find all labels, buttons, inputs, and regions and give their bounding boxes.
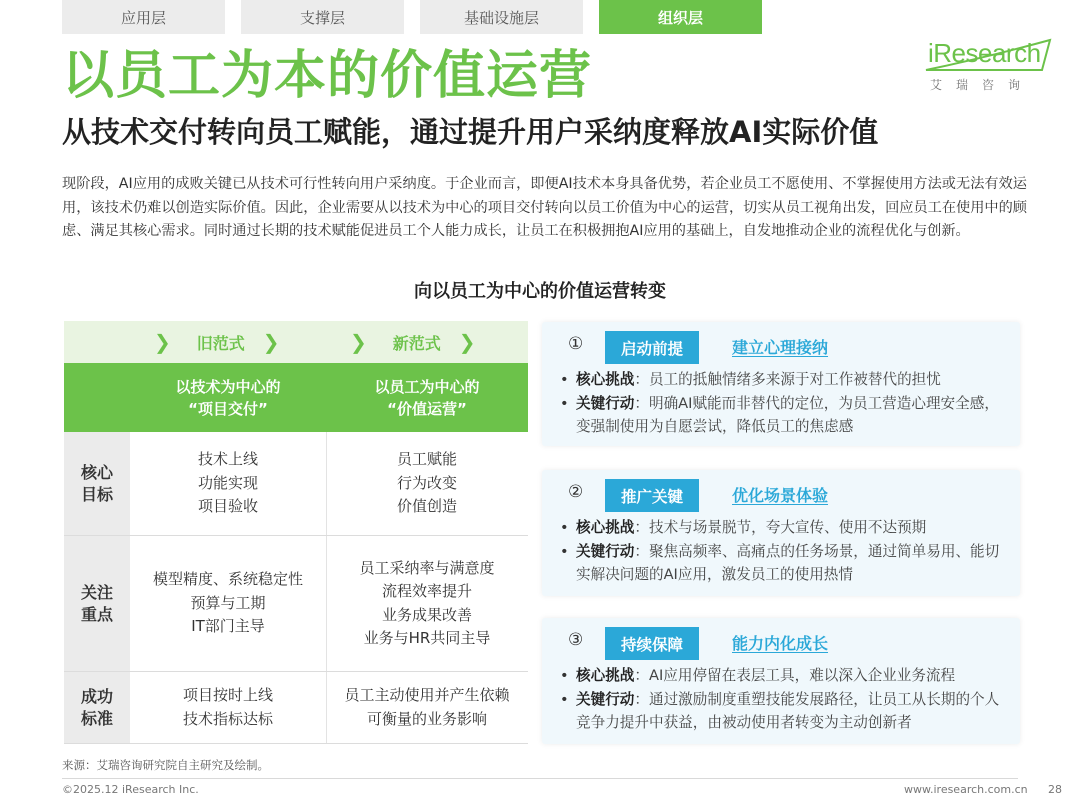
table-row [64,432,528,536]
old-cell: 模型精度、系统稳定性 预算与工期 IT部门主导 [152,570,303,636]
layer-tabs [62,0,762,34]
card-headline: 建立心理接纳 [732,338,829,357]
bullet-point: • 核心挑战：AI应用停留在表层工具，难以深入企业业务流程 [558,664,1004,688]
card-continuous-support [542,618,1020,744]
card-badge: 持续保障 [605,627,699,660]
card-badge: 启动前提 [605,331,699,364]
old-paradigm-label: ❯ 旧范式 ❯ [154,330,280,354]
bullet-point: • 关键行动：明确AI赋能而非替代的定位，为员工营造心理安全感，变强制使用为自愿尝试，降低员工的焦虑感 [558,392,1004,439]
source-note: 来源：艾瑞咨询研究院自主研究及绘制。 [62,758,269,772]
tab-application-layer[interactable]: 应用层 [62,0,225,34]
new-column-header: 以员工为中心的 “价值运营” [374,377,480,418]
card-badge: 推广关键 [605,479,699,512]
card-number: ① [568,334,584,354]
copyright: ©2025.12 iResearch Inc. [62,783,199,796]
row-label: 关注 重点 [64,536,130,671]
section-title [0,277,1080,303]
new-cell: 员工主动使用并产生依赖 可衡量的业务影响 [344,686,510,728]
logo-subtitle: 艾瑞咨询 [930,78,1035,92]
chevron-right-icon: ❯ [154,330,171,354]
page-subtitle: 从技术交付转向员工赋能，通过提升用户采纳度释放AI实际价值 [62,115,879,149]
footer-divider [62,778,1018,779]
table-row [64,536,528,672]
iresearch-logo [924,36,1054,100]
old-column-header: 以技术为中心的 “项目交付” [175,377,281,418]
section-title-text: 向以员工为中心的价值运营转变 [414,281,666,302]
tab-support-layer[interactable]: 支撑层 [241,0,404,34]
tab-organization-layer[interactable]: 组织层 [599,0,762,34]
old-cell: 项目按时上线 技术指标达标 [182,686,273,728]
card-start-premise [542,322,1020,446]
chevron-right-icon: ❯ [458,330,476,354]
chevron-right-icon: ❯ [262,330,280,354]
paradigm-comparison-table [64,321,528,744]
website-link[interactable]: www.iresearch.com.cn [904,783,1028,796]
bullet-point: • 关键行动：聚焦高频率、高痛点的任务场景，通过简单易用、能切实解决问题的AI应用，激发员工的使用热情 [558,540,1004,587]
page-title: 以员工为本的价值运营 [62,46,593,106]
intro-paragraph: 现阶段，AI应用的成败关键已从技术可行性转向用户采纳度。于企业而言，即便AI技术本身具备优势，若企业员工不愿使用、不掌握使用方法或无法有效运用，该技术仍难以创造实际价值。因此，企业需要从以技术为中心的项目交付转向以员工价值为中心的运营，切实从员工视角出发，回应员工在使用中的顾虑、满足其核心需求。同时通过长期的技术赋能促进员工个人能力成长，让员工在积极拥抱AI应用的基础上，自发地推动企业的流程优化与创新。 [62,176,1027,239]
new-paradigm-label: ❯ 新范式 ❯ [350,330,476,354]
row-label: 核心 目标 [64,432,130,535]
page-number: 28 [1048,783,1062,796]
new-cell: 员工采纳率与满意度 流程效率提升 业务成果改善 业务与HR共同主导 [359,558,495,647]
paradigm-header [64,321,528,363]
chevron-right-icon: ❯ [350,330,367,354]
new-cell: 员工赋能 行为改变 价值创造 [396,450,457,516]
table-row [64,672,528,744]
logo-word: iResearch [928,38,1041,68]
bullet-point: • 关键行动：通过激励制度重塑技能发展路径，让员工从长期的个人竞争力提升中获益，由被动使用者转变为主动创新者 [558,688,1004,735]
card-promotion-key [542,470,1020,596]
old-cell: 技术上线 功能实现 项目验收 [197,450,258,516]
card-headline: 优化场景体验 [732,486,829,505]
card-number: ② [568,482,584,502]
tab-infrastructure-layer[interactable]: 基础设施层 [420,0,583,34]
paradigm-column-headers [64,363,528,432]
card-headline: 能力内化成长 [732,634,829,653]
bullet-point: • 核心挑战：技术与场景脱节，夸大宣传、使用不达预期 [558,516,1004,540]
bullet-point: • 核心挑战：员工的抵触情绪多来源于对工作被替代的担忧 [558,368,1004,392]
card-number: ③ [568,630,584,650]
row-label: 成功 标准 [64,672,130,743]
